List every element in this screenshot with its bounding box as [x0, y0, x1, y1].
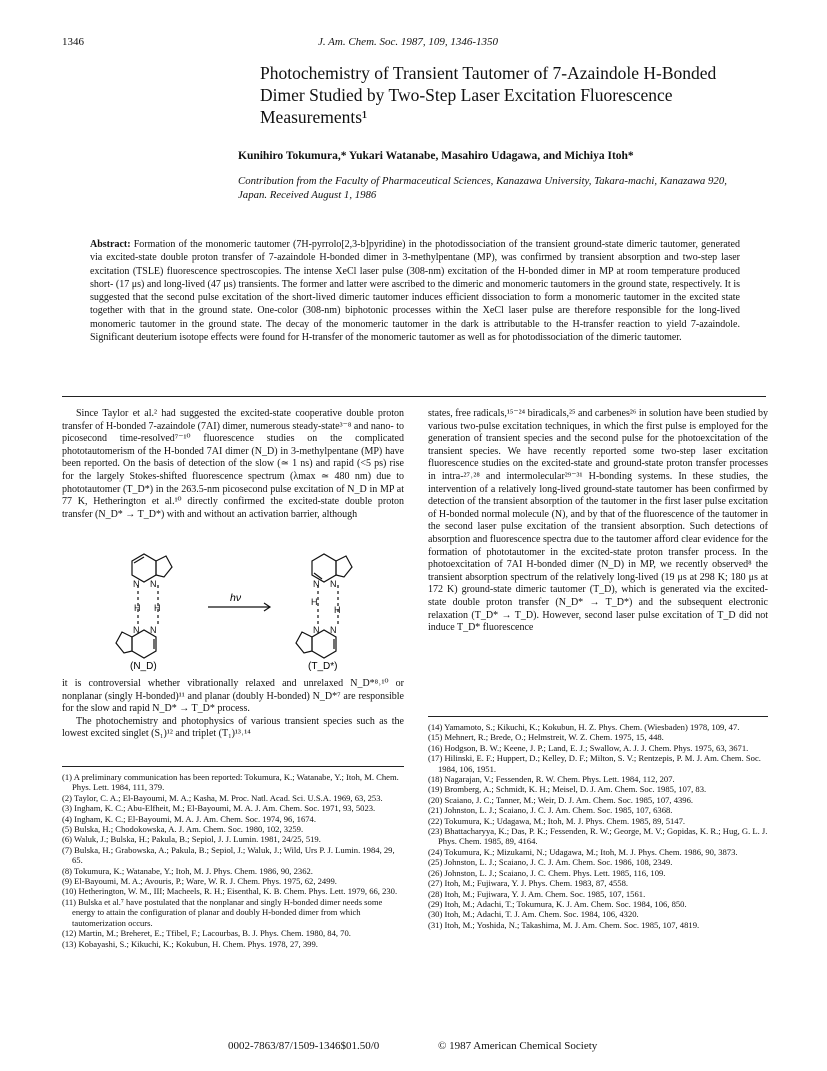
hv-label: hν	[230, 592, 242, 604]
dimer-N-bottom: N	[133, 625, 140, 635]
footnote: (9) El-Bayoumi, M. A.; Avouris, P.; Ware, W. R. J. Chem. Phys. 1975, 62, 2499.	[62, 876, 337, 887]
reference: (22) Tokumura, K.; Udagawa, M.; Itoh, M. J. Phys. Chem. 1985, 89, 5147.	[428, 815, 686, 826]
tautomer-N-bottom-2: N	[330, 625, 337, 635]
tautomer-H-right: H	[334, 605, 341, 615]
references-divider	[428, 716, 768, 717]
affiliation: Contribution from the Faculty of Pharmaceutical Sciences, Kanazawa University, Takara-machi, Kanazawa 920, Japan. Received August 1, 1986	[238, 175, 727, 201]
dimer-H-right: H	[154, 603, 161, 613]
abstract-divider	[62, 396, 766, 397]
reference: (19) Bromberg, A.; Schmidt, K. H.; Meisel, D. J. Am. Chem. Soc. 1985, 107, 83.	[428, 784, 707, 795]
footnotes	[62, 772, 404, 949]
reference: (28) Itoh, M.; Fujiwara, Y. J. Am. Chem. Soc. 1985, 107, 1561.	[428, 888, 646, 899]
right-paragraph-1: states, free radicals,¹⁵⁻²⁴ biradicals,²⁵ and carbenes²⁶ in solution have been studied by various two-pulse excitation techniques, in which the first pulse is employed for the generation of transient species and the second pulse for the photoexcitation of the transient species. We have recently reported some two-step laser excitation fluorescence studies on the excited-state and ground-state proton transfer processes in intra-²⁷˒²⁸ and intermolecular²⁹⁻³¹ H-bonding systems. In these studies, the intervention of a relatively long-lived ground-state tautomer has been confirmed by detection of the transient absorption of the tautomer in the first laser pulse excitation of H-bonded normal molecule (N), and by that of the fluorescence of the tautomer in the second laser pulse excitation of the transient absorption. Such detections of absorption and fluorescence spectra due to the tautomer afford clear evidence for the formation of phototautomer in the excited-state proton transfer process. In the photoexcitation of 7AI H-bonded dimer (N_D) in MP, we recently observed⁸ the transient absorption spectrum of the relatively long-lived (19 μs at 298 K; 180 μs at 172 K) ground-state dimeric tautomer (T_D), which is generated via the excited-state double proton transfer (N_D* → T_D*) and the subsequent electronic relaxation (T_D* → T_D). However, second laser pulse excitation of T_D did not induce T_D* fluorescence	[428, 408, 768, 634]
copyright: © 1987 American Chemical Society	[438, 1040, 598, 1052]
footnote: (5) Bulska, H.; Chodokowska, A. J. Am. Chem. Soc. 1980, 102, 3259.	[62, 824, 304, 835]
right-column	[428, 408, 768, 635]
footnote-divider	[62, 766, 404, 767]
issn-code: 0002-7863/87/1509-1346$01.50/0	[228, 1040, 380, 1052]
author-list: Kunihiro Tokumura,* Yukari Watanabe, Masahiro Udagawa, and Michiya Itoh*	[238, 150, 634, 162]
left-column-top	[62, 408, 404, 521]
journal-citation: J. Am. Chem. Soc. 1987, 109, 1346-1350	[318, 36, 499, 48]
reference: (23) Bhattacharyya, K.; Das, P. K.; Fessenden, R. W.; George, M. V.; Gopidas, K. R.; Hug, G. L. J. Phys. Chem. 1985, 89, 4164.	[428, 826, 768, 847]
dimer-N-top-2: N	[150, 579, 157, 589]
abstract-label: Abstract:	[90, 239, 131, 250]
reference: (26) Johnston, L. J.; Scaiano, J. C. Chem. Phys. Lett. 1985, 116, 109.	[428, 867, 666, 878]
reference: (15) Mehnert, R.; Brede, O.; Helmstreit, W. Z. Chem. 1975, 15, 448.	[428, 732, 664, 743]
dimer-H-left: H	[134, 603, 141, 613]
article-title: Photochemistry of Transient Tautomer of 7-Azaindole H-Bonded Dimer Studied by Two-Step Laser Excitation Fluorescence Measurements¹	[260, 63, 717, 127]
page-number: 1346	[62, 36, 84, 48]
left-column-bottom	[62, 678, 404, 741]
footnote: (2) Taylor, C. A.; El-Bayoumi, M. A.; Kasha, M. Proc. Natl. Acad. Sci. U.S.A. 1969, 63, 253.	[62, 792, 383, 803]
tautomer-structure	[296, 554, 352, 658]
footnote: (8) Tokumura, K.; Watanabe, Y.; Itoh, M. J. Phys. Chem. 1986, 90, 2362.	[62, 865, 313, 876]
footnote: (4) Ingham, K. C.; El-Bayoumi, M. A. J. Am. Chem. Soc. 1974, 96, 1674.	[62, 813, 316, 824]
reference: (21) Johnston, L. J.; Scaiano, J. C. J. Am. Chem. Soc. 1985, 107, 6368.	[428, 805, 673, 816]
reference: (18) Nagarajan, V.; Fessenden, R. W. Chem. Phys. Lett. 1984, 112, 207.	[428, 774, 675, 785]
footnote: (11) Bulska et al.⁷ have postulated that the nonplanar and singly H-bonded dimer needs some energy to attain the configuration of planar and doubly H-bonded dimer from which tautomerization occurs.	[62, 896, 383, 928]
reference: (30) Itoh, M.; Adachi, T. J. Am. Chem. Soc. 1984, 106, 4320.	[428, 909, 639, 920]
tautomer-H-left: H	[311, 597, 318, 607]
reference: (14) Yamamoto, S.; Kikuchi, K.; Kokubun, H. Z. Phys. Chem. (Wiesbaden) 1978, 109, 47.	[428, 722, 740, 732]
reference: (27) Itoh, M.; Fujiwara, Y. J. Phys. Chem. 1983, 87, 4558.	[428, 878, 629, 889]
footnote: (13) Kobayashi, S.; Kikuchi, K.; Kokubun, H. Chem. Phys. 1978, 27, 399.	[62, 938, 318, 949]
dimer-label: (N_D)	[130, 661, 157, 672]
tautomer-N-bottom: N	[313, 625, 320, 635]
reference: (20) Scaiano, J. C.; Tanner, M.; Weir, D. J. Am. Chem. Soc. 1985, 107, 4396.	[428, 794, 694, 805]
abstract	[90, 238, 740, 344]
tautomer-label: (T_D*)	[308, 661, 338, 672]
footnote: (10) Hetherington, W. M., III; Macheels, R. H.; Eisenthal, K. B. Chem. Phys. Lett. 1979, 66, 230.	[62, 886, 398, 897]
dimer-structure	[116, 554, 172, 658]
dimer-N-bottom-2: N	[150, 625, 157, 635]
footnote: (6) Waluk, J.; Bulska, H.; Pakula, B.; Sepiol, J. J. Lumin. 1981, 24/25, 519.	[62, 834, 321, 845]
left-paragraph-1: Since Taylor et al.² had suggested the excited-state cooperative double proton transfer of H-bonded 7-azaindole (7AI) dimer, numerous steady-state³⁻⁸ and nano- to picosecond time-resolved⁷⁻¹⁰ fluorescence studies on the complicated phototautomerism of the H-bonded 7AI dimer (N_D) in 3-methylpentane (MP) have been reported. On the basis of detection of the slow (≃ 1 ns) and rapid (<5 ps) rise for the largely Stokes-shifted fluorescence spectrum (λmax ≃ 480 nm) due to phototautomer (T_D*) in the 263.5-nm picosecond pulse excitation of N_D in MP at 77 K, Hetherington et al.¹⁰ directly confirmed the excited-state double proton transfer (N_D* → T_D*) with and without an activation barrier, although	[62, 408, 404, 520]
footnote: (3) Ingham, K. C.; Abu-Elfheit, M.; El-Bayoumi, M. A. J. Am. Chem. Soc. 1971, 93, 5023.	[62, 803, 376, 814]
reference: (16) Hodgson, B. W.; Keene, J. P.; Land, E. J.; Swallow, A. J. J. Chem. Phys. 1975, 63, 3671.	[428, 742, 749, 753]
left-paragraph-3: The photochemistry and photophysics of various transient species such as the lowest excited singlet (S₁)¹² and triplet (T₁)¹³˒¹⁴	[62, 715, 404, 740]
tautomer-N-top-2: N	[330, 579, 337, 589]
footnote: (7) Bulska, H.; Grabowska, A.; Pakula, B.; Sepiol, J.; Waluk, J.; Wild, Urs P. J. Lumin. 1984, 29, 65.	[62, 844, 395, 866]
footnote: (1) A preliminary communication has been reported: Tokumura, K.; Watanabe, Y.; Itoh, M. Chem. Phys. Lett. 1984, 111, 379.	[62, 772, 399, 793]
reference: (25) Johnston, L. J.; Scaiano, J. C. J. Am. Chem. Soc. 1986, 108, 2349.	[428, 857, 673, 868]
abstract-text: Formation of the monomeric tautomer (7H-pyrrolo[2,3-b]pyridine) in the photodissociation of the transient ground-state dimeric tautomer, generated via excited-state double proton transfer of 7-azaindole H-bonded dimer in 3-methylpentane (MP), was confirmed by transient absorption and two-step laser excitation (TSLE) fluorescence spectroscopies. The intense XeCl laser pulse (308-nm) excitation of the H-bonded dimer in MP at room temperature produced short- (17 μs) and long-lived (47 μs) transients. The former and latter were ascribed to the dimeric and monomeric tautomers in the ground state, respectively. It is suggested that the second pulse excitation of the short-lived dimeric tautomer induces efficient dissociation to form a monomeric tautomer in the excited state together with that in the ground state. One-color (308-nm) biphotonic processes within the XeCl laser pulse are therefore responsible for the long-lived monomeric tautomer in the ground state. The decay of the monomeric tautomer in the dark is attributable to the H-transfer reaction to yield 7-azaindole. Significant deuterium isotope effects were found for H-transfer of the monomeric tautomer as well as for photodissociation of the dimeric tautomer.	[90, 239, 740, 344]
left-paragraph-2: it is controversial whether vibrationally relaxed and unrelaxed N_D*⁸˒¹⁰ or nonplanar (singly H-bonded)¹¹ and planar (doubly H-bonded) N_D*⁷ are responsible for the slow and rapid N_D* → T_D* process.	[62, 678, 404, 715]
reference: (31) Itoh, M.; Yoshida, N.; Takashima, M. J. Am. Chem. Soc. 1985, 107, 4819.	[428, 919, 700, 930]
reference: (29) Itoh, M.; Adachi, T.; Tokumura, K. J. Am. Chem. Soc. 1984, 106, 850.	[428, 898, 687, 909]
references	[428, 722, 768, 930]
reference: (17) Hilinski, E. F.; Huppert, D.; Kelley, D. F.; Milton, S. V.; Rentzepis, P. M. J. Am. Chem. Soc. 1984, 106, 1951.	[428, 753, 761, 774]
tautomer-N-top: N	[313, 579, 320, 589]
reference: (24) Tokumura, K.; Mizukami, N.; Udagawa, M.; Itoh, M. J. Phys. Chem. 1986, 90, 3873.	[428, 846, 738, 857]
dimer-N-top: N	[133, 579, 140, 589]
tautomerization-scheme	[92, 545, 392, 672]
footnote: (12) Martin, M.; Breheret, E.; Tfibel, F.; Lacourbas, B. J. Phys. Chem. 1980, 84, 70.	[62, 928, 351, 939]
